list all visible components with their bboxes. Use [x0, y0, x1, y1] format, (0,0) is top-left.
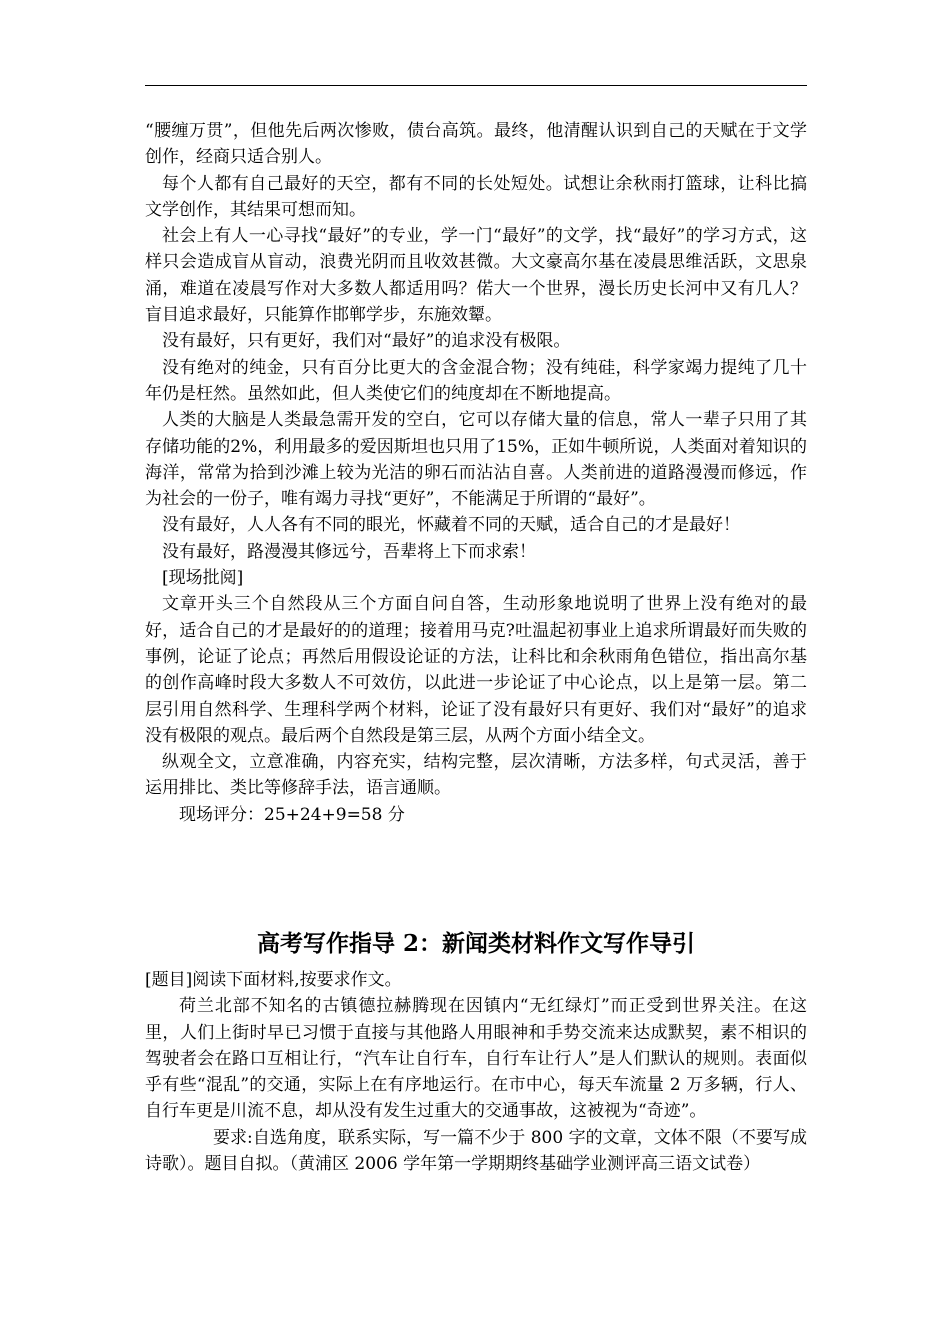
requirement-paragraph: 要求:自选角度，联系实际，写一篇不少于 800 字的文章，文体不限（不要写成诗歌）。题目自拟。（黄浦区 2006 学年第一学期期终基础学业测评高三语文试卷）	[145, 1127, 807, 1175]
material-paragraph: 荷兰北部不知名的古镇德拉赫腾现在因镇内“无红绿灯”而正受到世界关注。在这里，人们上街时早已习惯于直接与其他路人用眼神和手势交流来达成默契，素不相识的驾驶者会在路口互相让行，“汽车让自行车，自行车让行人”是人们默认的规则。表面似乎有些“混乱”的交通，实际上在有序地运行。在市中心，每天车流量 2 万多辆，行人、自行车更是川流不息，却从没有发生过重大的交通事故，这被视为“奇迹”。	[145, 996, 807, 1122]
paragraph: 人类的大脑是人类最急需开发的空白，它可以存储大量的信息，常人一辈子只用了其存储功能的2%，利用最多的爱因斯坦也只用了15%，正如牛顿所说，人类面对着知识的海洋，常常为拾到沙滩上较为光洁的卵石而沾沾自喜。人类前进的道路漫漫而修远，作为社会的一份子，唯有竭力寻找“更好”，不能满足于所谓的“最好”。	[145, 410, 807, 510]
paragraph: 没有最好，只有更好，我们对“最好”的追求没有极限。	[162, 331, 571, 352]
guide-body	[145, 967, 807, 1177]
paragraph: “腰缠万贯”，但他先后两次惨败，债台高筑。最终，他清醒认识到自己的天赋在于文学创作，经商只适合别人。	[145, 121, 807, 168]
review-heading: [现场批阅]	[162, 568, 244, 589]
prompt-line: [题目]阅读下面材料,按要求作文。	[145, 970, 402, 990]
paragraph: 文章开头三个自然段从三个方面自问自答，生动形象地说明了世界上没有绝对的最好，适合自己的才是最好的的道理；接着用马克?吐温起初事业上追求所谓最好而失败的事例，论证了论点；再然后用假设论证的方法，让科比和余秋雨角色错位，指出高尔基的创作高峰时段大多数人不可效仿，以此进一步论证了中心论点，以上是第一层。第二层引用自然科学、生理科学两个材料，论证了没有最好只有更好、我们对“最好”的追求没有极限的观点。最后两个自然段是第三层，从两个方面小结全文。	[145, 594, 807, 746]
paragraph: 没有绝对的纯金，只有百分比更大的含金混合物；没有纯硅，科学家竭力提纯了几十年仍是枉然。虽然如此，但人类使它们的纯度却在不断地提高。	[145, 357, 807, 404]
paragraph: 没有最好，路漫漫其修远兮，吾辈将上下而求索！	[162, 541, 536, 562]
paragraph: 每个人都有自己最好的天空，都有不同的长处短处。试想让余秋雨打篮球，让科比搞文学创作，其结果可想而知。	[145, 173, 807, 220]
paragraph: 社会上有人一心寻找“最好”的专业，学一门“最好”的文学，找“最好”的学习方式，这样只会造成盲从盲动，浪费光阴而且收效甚微。大文豪高尔基在凌晨思维活跃，文思泉涌，难道在凌晨写作对大多数人都适用吗？偌大一个世界，漫长历史长河中又有几人？盲目追求最好，只能算作邯郸学步，东施效颦。	[145, 226, 807, 326]
header-rule	[145, 85, 807, 86]
section-title: 高考写作指导 2：新闻类材料作文写作导引	[256, 930, 695, 957]
paragraph: 纵观全文，立意准确，内容充实，结构完整，层次清晰，方法多样，句式灵活，善于运用排比、类比等修辞手法，语言通顺。	[145, 752, 807, 799]
score-line: 现场评分：25+24+9=58 分	[179, 804, 405, 825]
article-body	[145, 118, 807, 828]
paragraph: 没有最好，人人各有不同的眼光，怀藏着不同的天赋，适合自己的才是最好！	[162, 515, 740, 536]
